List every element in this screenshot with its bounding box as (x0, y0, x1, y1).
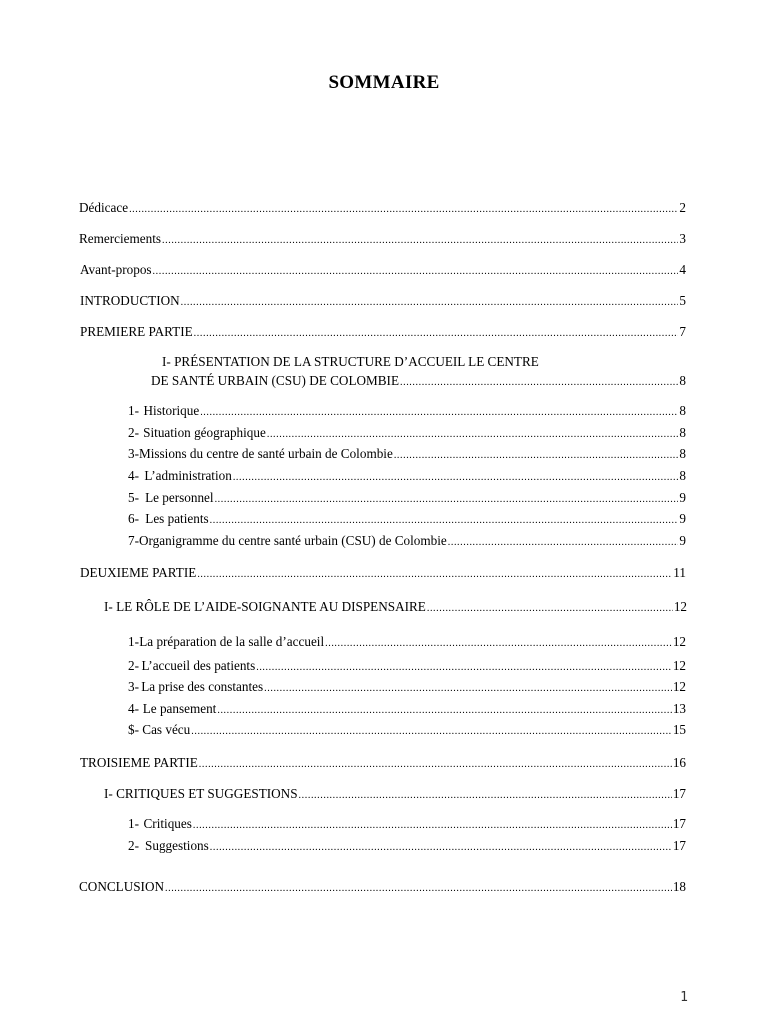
toc-leader-dots (194, 326, 679, 342)
toc-entry-label: PREMIERE PARTIE (80, 324, 193, 339)
toc-entry-label: Avant-propos (80, 262, 152, 277)
toc-entry-page: 17 (672, 816, 686, 831)
toc-entry-preparation (128, 634, 686, 652)
toc-entry-page: 8 (679, 403, 686, 418)
toc-entry-page: 18 (672, 879, 686, 894)
toc-leader-dots (162, 233, 678, 249)
toc-leader-dots (210, 513, 679, 529)
toc-entry-page: 12 (672, 679, 686, 694)
toc-entry-page: 17 (672, 786, 686, 801)
toc-entry-presentation-line1: I- PRÉSENTATION DE LA STRUCTURE D’ACCUEIL LE CENTRE (162, 354, 539, 369)
toc-entry-page: 7 (679, 324, 686, 339)
toc-entry-label: $- Cas vécu (128, 722, 191, 737)
toc-leader-dots (215, 492, 679, 508)
toc-entry-label: Remerciements (79, 231, 162, 246)
toc-entry-label: Critiques (143, 816, 192, 831)
toc-entry-page: 9 (679, 533, 686, 548)
toc-entry-remerciements (79, 231, 686, 249)
toc-leader-dots (233, 470, 679, 486)
toc-leader-dots (299, 788, 672, 804)
toc-entry-patients (128, 511, 686, 529)
toc-leader-dots (264, 681, 672, 697)
toc-entry-number: 2- (128, 658, 139, 673)
toc-entry-role-aide-soignante (104, 599, 687, 617)
toc-leader-dots (400, 375, 678, 391)
toc-entry-number: 1- (128, 403, 139, 418)
toc-entry-label: Les patients (145, 511, 209, 526)
toc-entry-label: I- LE RÔLE DE L’AIDE-SOIGNANTE AU DISPENSAIRE (104, 599, 426, 614)
toc-entry-avant-propos (80, 262, 686, 280)
toc-entry-label: La préparation de la salle d’accueil (139, 634, 325, 649)
toc-entry-number: 3- (128, 446, 139, 461)
toc-entry-page: 9 (679, 490, 686, 505)
toc-entry-number: 2- (128, 425, 139, 440)
toc-leader-dots (256, 660, 672, 676)
toc-entry-dedicace (79, 200, 686, 218)
toc-leader-dots (181, 295, 679, 311)
toc-entry-conclusion (79, 879, 686, 897)
toc-entry-label: Suggestions (145, 838, 209, 853)
toc-entry-number: 4- (128, 468, 139, 483)
toc-leader-dots (165, 881, 672, 897)
toc-entry-page: 12 (672, 658, 686, 673)
toc-entry-label: La prise des constantes (141, 679, 264, 694)
toc-entry-cas-vecu (128, 722, 686, 740)
toc-entry-introduction (80, 293, 686, 311)
toc-entry-number: 4- (128, 701, 139, 716)
toc-leader-dots (217, 703, 671, 719)
toc-entry-page: 5 (679, 293, 686, 308)
toc-entry-troisieme-partie (80, 755, 686, 773)
toc-entry-page: 13 (672, 701, 686, 716)
toc-entry-page: 12 (672, 634, 686, 649)
toc-leader-dots (191, 724, 672, 740)
toc-entry-label: Le pansement (142, 701, 217, 716)
toc-leader-dots (210, 840, 672, 856)
toc-entry-page: 4 (679, 262, 686, 277)
toc-entry-number: 1- (128, 816, 139, 831)
toc-entry-page: 15 (672, 722, 686, 737)
toc-leader-dots (394, 448, 679, 464)
toc-entry-label: Organigramme du centre santé urbain (CSU) de Colombie (139, 533, 447, 548)
toc-entry-situation (128, 425, 686, 443)
toc-entry-number: 3- (128, 679, 139, 694)
toc-entry-suggestions (128, 838, 686, 856)
toc-entry-label: Missions du centre de santé urbain de Colombie (139, 446, 393, 461)
toc-leader-dots (448, 535, 679, 551)
toc-entry-page: 8 (679, 446, 686, 461)
toc-entry-number: 1- (128, 634, 139, 649)
toc-entry-label: Situation géographique (143, 425, 266, 440)
toc-entry-administration (128, 468, 686, 486)
toc-leader-dots (267, 427, 679, 443)
toc-entry-page: 8 (679, 425, 686, 440)
toc-entry-label: L’accueil des patients (141, 658, 256, 673)
toc-entry-page: 3 (679, 231, 686, 246)
toc-entry-number: 7- (128, 533, 139, 548)
toc-entry-page: 8 (679, 373, 686, 388)
toc-entry-page: 8 (679, 468, 686, 483)
toc-entry-label: Le personnel (145, 490, 214, 505)
toc-entry-pansement (128, 701, 686, 719)
toc-entry-label: Dédicace (79, 200, 129, 215)
toc-entry-label: DE SANTÉ URBAIN (CSU) DE COLOMBIE (151, 373, 399, 388)
toc-entry-accueil (128, 658, 686, 676)
toc-entry-premiere-partie (80, 324, 686, 342)
toc-entry-number: 5- (128, 490, 139, 505)
toc-entry-number: 6- (128, 511, 139, 526)
toc-entry-historique (128, 403, 686, 421)
toc-entry-number: 2- (128, 838, 139, 853)
toc-leader-dots (197, 567, 672, 583)
toc-entry-presentation (151, 373, 686, 391)
toc-entry-missions (128, 446, 686, 464)
toc-leader-dots (129, 202, 678, 218)
toc-entry-label: DEUXIEME PARTIE (80, 565, 197, 580)
toc-entry-prise-constantes (128, 679, 686, 697)
toc-entry-page: 2 (679, 200, 686, 215)
toc-entry-label: CONCLUSION (79, 879, 164, 894)
toc-entry-page: 12 (673, 599, 687, 614)
page-number: 1 (680, 990, 688, 1005)
toc-entry-page: 11 (673, 565, 686, 580)
toc-leader-dots (199, 757, 672, 773)
toc-entry-label: I- CRITIQUES ET SUGGESTIONS (104, 786, 298, 801)
toc-entry-organigramme (128, 533, 686, 551)
toc-entry-critiques-suggestions (104, 786, 686, 804)
toc-leader-dots (325, 636, 672, 652)
toc-entry-label: L’administration (144, 468, 232, 483)
toc-leader-dots (193, 818, 672, 834)
toc-entry-personnel (128, 490, 686, 508)
page-title: SOMMAIRE (328, 72, 440, 93)
toc-entry-label: INTRODUCTION (80, 293, 180, 308)
toc-entry-deuxieme-partie (80, 565, 686, 583)
toc-entry-label: TROISIEME PARTIE (80, 755, 198, 770)
toc-entry-page: 9 (679, 511, 686, 526)
toc-leader-dots (153, 264, 679, 280)
toc-entry-label: Historique (143, 403, 200, 418)
toc-leader-dots (427, 601, 673, 617)
toc-entry-page: 16 (672, 755, 686, 770)
toc-entry-page: 17 (672, 838, 686, 853)
toc-leader-dots (200, 405, 678, 421)
toc-entry-critiques (128, 816, 686, 834)
